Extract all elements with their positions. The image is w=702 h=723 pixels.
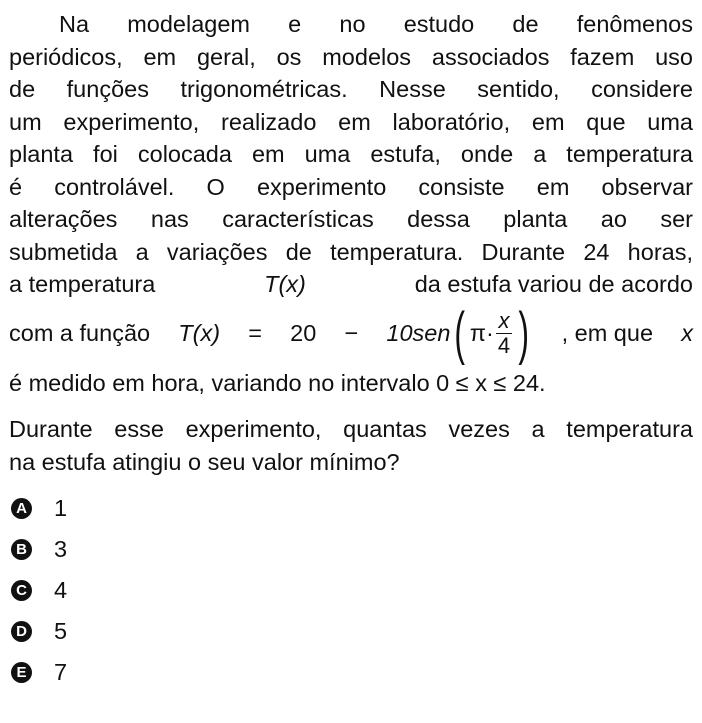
left-paren: ( (454, 300, 466, 366)
formula-coef: 10sen (386, 320, 451, 346)
spacer (9, 399, 693, 413)
option-letter-badge: A (11, 498, 32, 519)
statement-line: periódicos, em geral, os modelos associados fazem uso (9, 43, 693, 70)
statement-line-function (9, 268, 693, 301)
statement-line: é controlável. O experimento consiste em observar (9, 173, 693, 200)
option-value: 3 (54, 536, 68, 562)
question-statement (9, 8, 693, 301)
formula-line (9, 301, 693, 367)
statement-line: submetida a variações de temperatura. Durante 24 horas, (9, 238, 693, 265)
fraction-numerator: x (498, 308, 510, 333)
answer-options (9, 488, 693, 693)
question-ask (9, 413, 693, 478)
ask-line: na estufa atingiu o seu valor mínimo? (9, 448, 400, 475)
fraction-denominator: 4 (497, 333, 511, 358)
option-letter-badge: C (11, 580, 32, 601)
formula-pi: π· (469, 320, 494, 346)
formula-var: x (681, 320, 693, 346)
domain-line: é medido em hora, variando no intervalo 0 ≤ x ≤ 24. (9, 369, 546, 396)
option-value: 1 (54, 495, 68, 521)
fraction (496, 309, 512, 358)
formula-lhs: T(x) (178, 320, 221, 346)
statement-line: planta foi colocada em uma estufa, onde a temperatura (9, 141, 693, 167)
ask-line: Durante esse experimento, quantas vezes a temperatura (9, 416, 693, 442)
formula-tail: , em que (561, 320, 654, 346)
line9-func: T(x) (264, 271, 306, 297)
formula-const: 20 (290, 320, 317, 346)
right-paren: ) (518, 300, 530, 366)
option-b[interactable] (9, 529, 693, 570)
statement-line: Na modelagem e no estudo de fenômenos (59, 11, 693, 37)
formula-minus: − (344, 320, 359, 346)
option-value: 4 (54, 577, 68, 603)
statement-line: alterações nas características dessa planta ao ser (9, 206, 693, 232)
question-page (9, 8, 693, 693)
formula-lead: com a função (9, 320, 151, 346)
option-c[interactable] (9, 570, 693, 611)
option-a[interactable] (9, 488, 693, 529)
option-value: 7 (54, 659, 68, 685)
option-letter-badge: D (11, 621, 32, 642)
formula-sine (386, 300, 533, 366)
statement-line: um experimento, realizado em laboratório, em que uma (9, 108, 693, 135)
option-letter-badge: E (11, 662, 32, 683)
formula-eq: = (248, 320, 262, 346)
statement-line: de funções trigonométricas. Nesse sentido, considere (9, 76, 693, 102)
line9-before: a temperatura (9, 271, 156, 297)
option-value: 5 (54, 618, 68, 644)
option-letter-badge: B (11, 539, 32, 560)
line9-after: da estufa variou de acordo (414, 271, 693, 297)
option-e[interactable] (9, 652, 693, 693)
option-d[interactable] (9, 611, 693, 652)
